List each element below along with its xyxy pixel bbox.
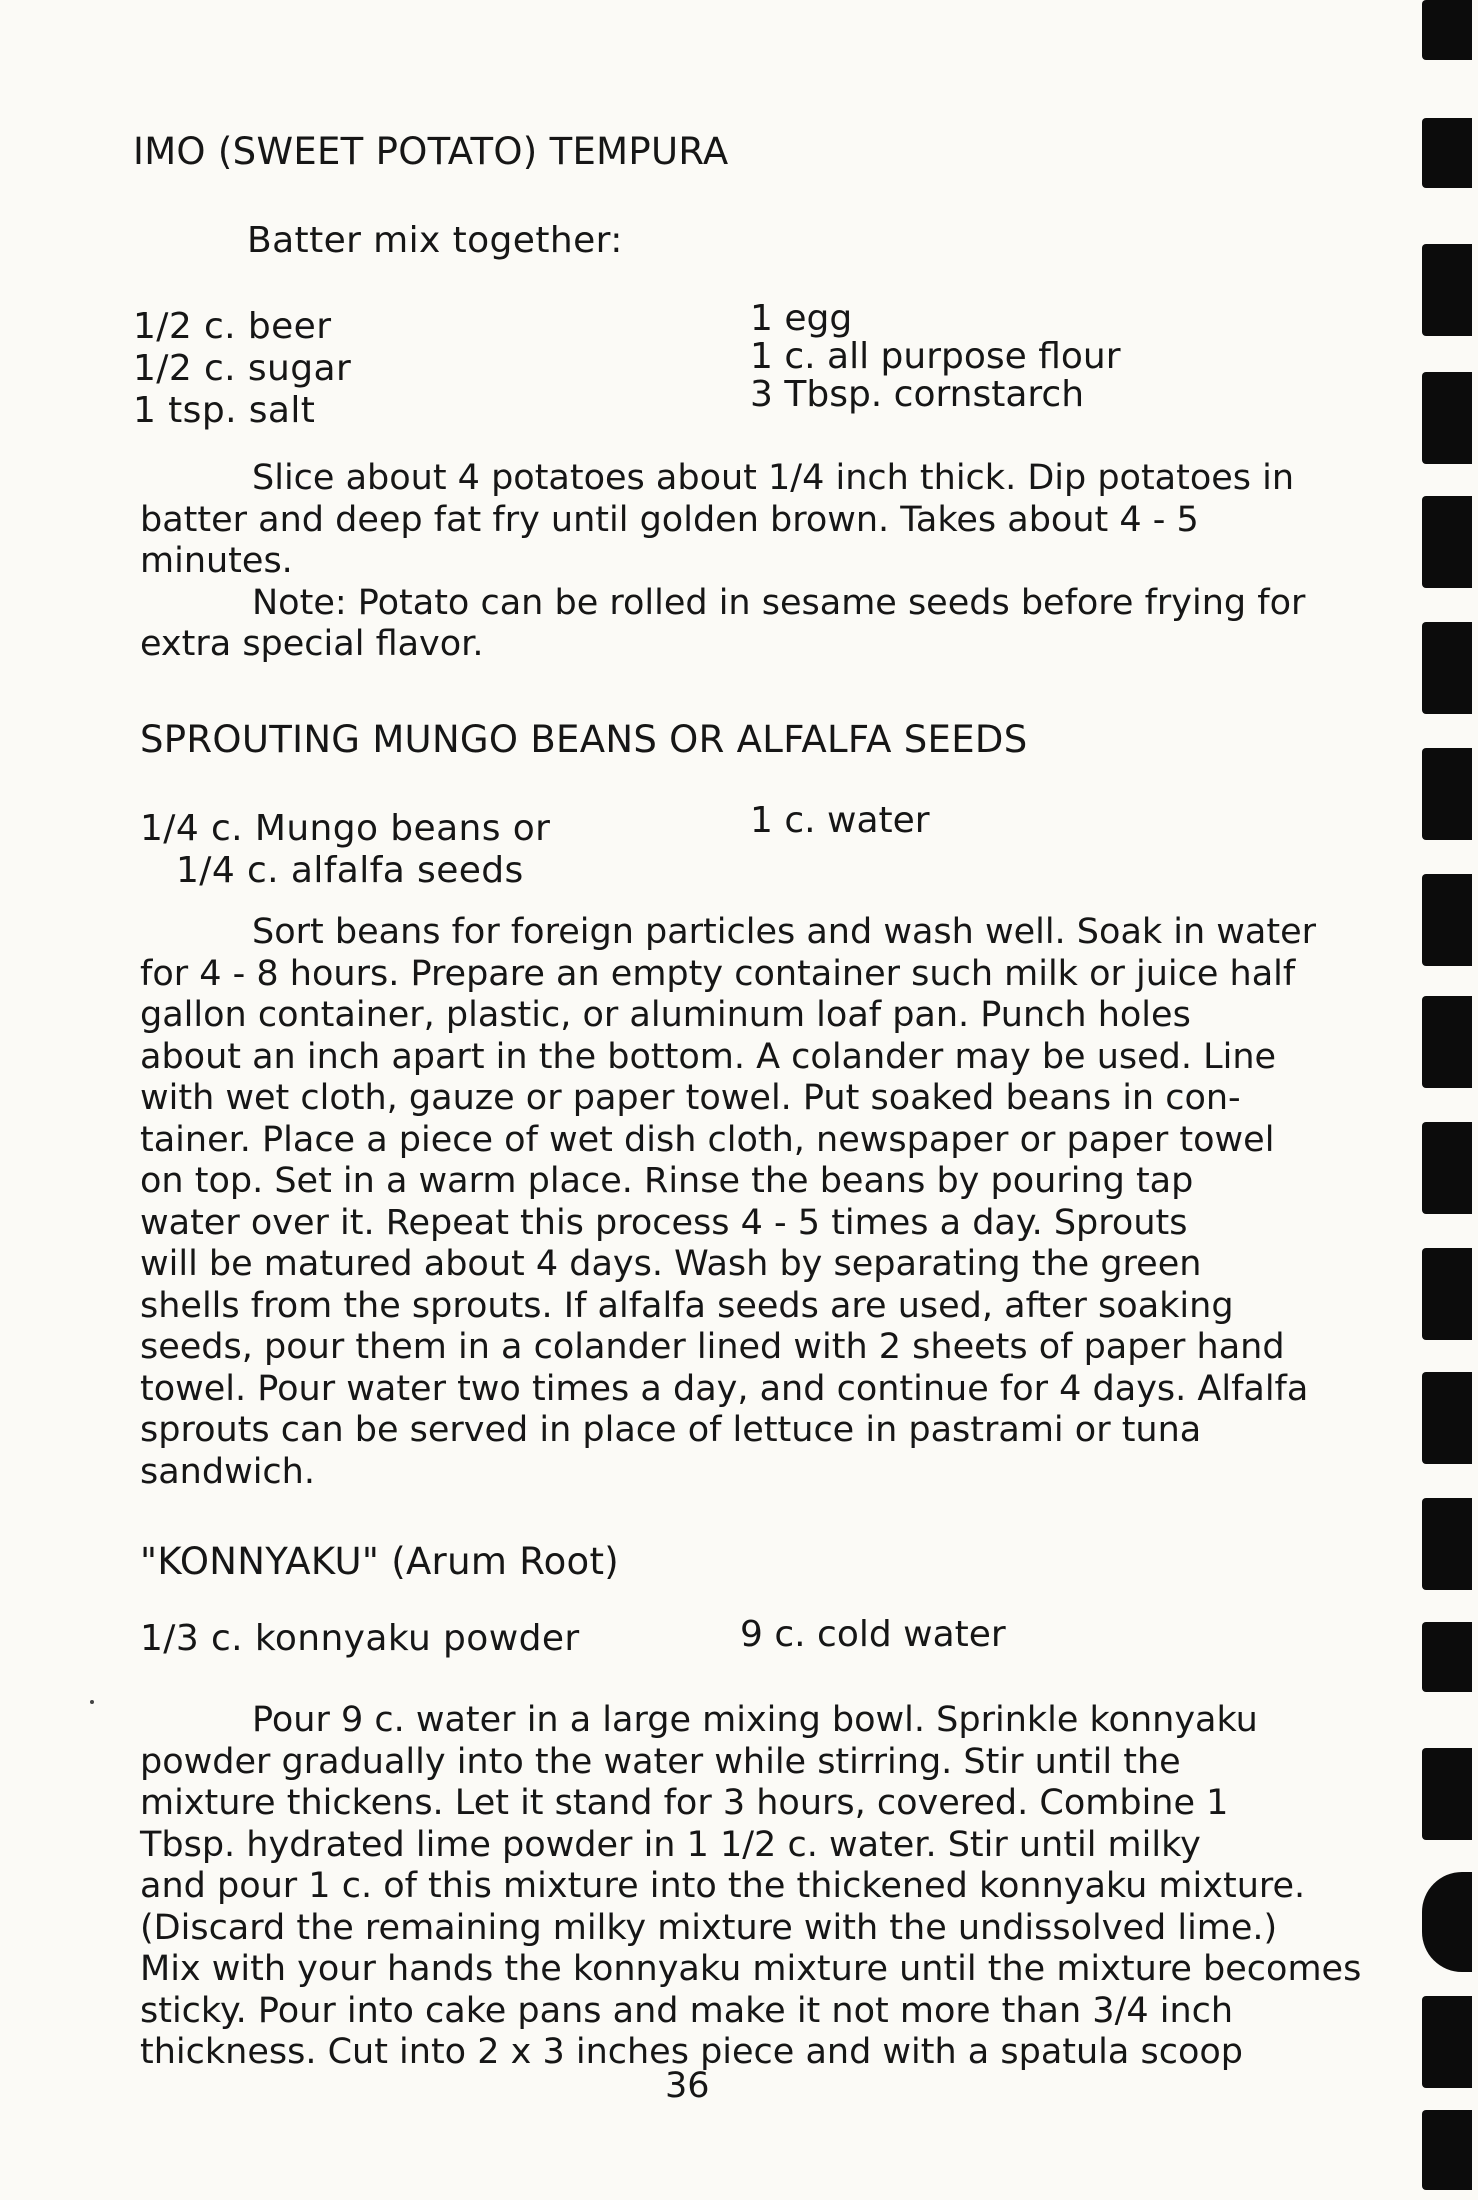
instruction-line: sandwich.: [140, 1451, 315, 1492]
recipe-instructions-konnyaku: [140, 1700, 1380, 2074]
binding-hole: [1422, 372, 1472, 464]
instruction-line: about an inch apart in the bottom. A colander may be used. Line: [140, 1036, 1277, 1077]
binding-hole: [1422, 1996, 1472, 2088]
page-number: 36: [665, 2066, 710, 2106]
instruction-line: Note: Potato can be rolled in sesame seeds before frying for: [252, 582, 1306, 623]
instruction-line: thickness. Cut into 2 x 3 inches piece and with a spatula scoop: [140, 2032, 1243, 2072]
instruction-line: for 4 - 8 hours. Prepare an empty container such milk or juice half: [140, 953, 1296, 994]
instruction-line: with wet cloth, gauze or paper towel. Put soaked beans in con-: [140, 1078, 1241, 1118]
binding-hole: [1422, 244, 1472, 336]
binding-hole: [1422, 496, 1472, 588]
binding-hole: [1422, 1872, 1472, 1972]
binding-hole: [1422, 1248, 1472, 1340]
instruction-line: powder gradually into the water while stirring. Stir until the: [140, 1741, 1181, 1782]
ingredient-line: 1/2 c. sugar: [133, 348, 352, 389]
binding-hole: [1422, 996, 1472, 1088]
ingredient-line: 1/2 c. beer: [133, 306, 332, 347]
instruction-line: towel. Pour water two times a day, and continue for 4 days. Alfalfa: [140, 1368, 1309, 1409]
instruction-line: on top. Set in a warm place. Rinse the beans by pouring tap: [140, 1161, 1194, 1201]
binding-hole: [1422, 1372, 1472, 1464]
recipe-instructions-sprouting: [140, 912, 1380, 1493]
ingredient-line: 9 c. cold water: [740, 1614, 1006, 1655]
recipe-title-sprouting: SPROUTING MUNGO BEANS OR ALFALFA SEEDS: [140, 718, 1028, 761]
batter-intro: Batter mix together:: [247, 220, 623, 261]
instruction-line: shells from the sprouts. If alfalfa seeds are used, after soaking: [140, 1285, 1234, 1326]
binding-hole: [1422, 1622, 1472, 1692]
instruction-line: sticky. Pour into cake pans and make it not more than 3/4 inch: [140, 1990, 1234, 2031]
instruction-line: batter and deep fat fry until golden brown. Takes about 4 - 5: [140, 499, 1199, 540]
instruction-line: water over it. Repeat this process 4 - 5 times a day. Sprouts: [140, 1202, 1188, 1243]
instruction-line: Mix with your hands the konnyaku mixture until the mixture becomes: [140, 1949, 1362, 1989]
instruction-line: will be matured about 4 days. Wash by separating the green: [140, 1244, 1202, 1284]
binding-hole: [1422, 118, 1472, 188]
ingredient-line: 1/3 c. konnyaku powder: [140, 1618, 580, 1659]
ingredient-line: 1 tsp. salt: [133, 390, 316, 431]
ingredient-line: 1 egg: [750, 298, 853, 339]
binding-hole: [1422, 2110, 1472, 2190]
binding-hole: [1422, 622, 1472, 714]
recipe-instructions-tempura: [140, 458, 1380, 666]
recipe-title-tempura: IMO (SWEET POTATO) TEMPURA: [133, 130, 729, 173]
binding-hole: [1422, 1122, 1472, 1214]
binding-hole: [1422, 0, 1472, 60]
instruction-line: extra special flavor.: [140, 624, 484, 664]
instruction-line: Slice about 4 potatoes about 1/4 inch thick. Dip potatoes in: [252, 458, 1295, 498]
instruction-line: sprouts can be served in place of lettuce in pastrami or tuna: [140, 1410, 1202, 1450]
instruction-line: Tbsp. hydrated lime powder in 1 1/2 c. water. Stir until milky: [140, 1824, 1201, 1865]
instruction-line: Sort beans for foreign particles and wash well. Soak in water: [252, 912, 1317, 952]
binding-hole: [1422, 1748, 1472, 1840]
spiral-binding: [1368, 0, 1478, 2200]
binding-hole: [1422, 748, 1472, 840]
ingredient-line: 1/4 c. alfalfa seeds: [176, 850, 524, 891]
ingredient-line: 1 c. all purpose flour: [750, 336, 1121, 377]
recipe-title-konnyaku: "KONNYAKU" (Arum Root): [140, 1540, 619, 1583]
binding-hole: [1422, 1498, 1472, 1590]
instruction-line: (Discard the remaining milky mixture with the undissolved lime.): [140, 1907, 1278, 1948]
instruction-line: minutes.: [140, 541, 293, 581]
ingredient-line: 3 Tbsp. cornstarch: [750, 374, 1085, 415]
instruction-line: gallon container, plastic, or aluminum loaf pan. Punch holes: [140, 995, 1191, 1035]
instruction-line: and pour 1 c. of this mixture into the thickened konnyaku mixture.: [140, 1866, 1306, 1906]
scan-speck: [90, 1700, 94, 1704]
binding-hole: [1422, 874, 1472, 966]
instruction-line: seeds, pour them in a colander lined with 2 sheets of paper hand: [140, 1327, 1285, 1367]
instruction-line: mixture thickens. Let it stand for 3 hours, covered. Combine 1: [140, 1783, 1229, 1823]
instruction-line: Pour 9 c. water in a large mixing bowl. Sprinkle konnyaku: [252, 1700, 1258, 1740]
ingredient-line: 1/4 c. Mungo beans or: [140, 808, 551, 849]
instruction-line: tainer. Place a piece of wet dish cloth, newspaper or paper towel: [140, 1119, 1275, 1160]
ingredient-line: 1 c. water: [750, 800, 930, 841]
